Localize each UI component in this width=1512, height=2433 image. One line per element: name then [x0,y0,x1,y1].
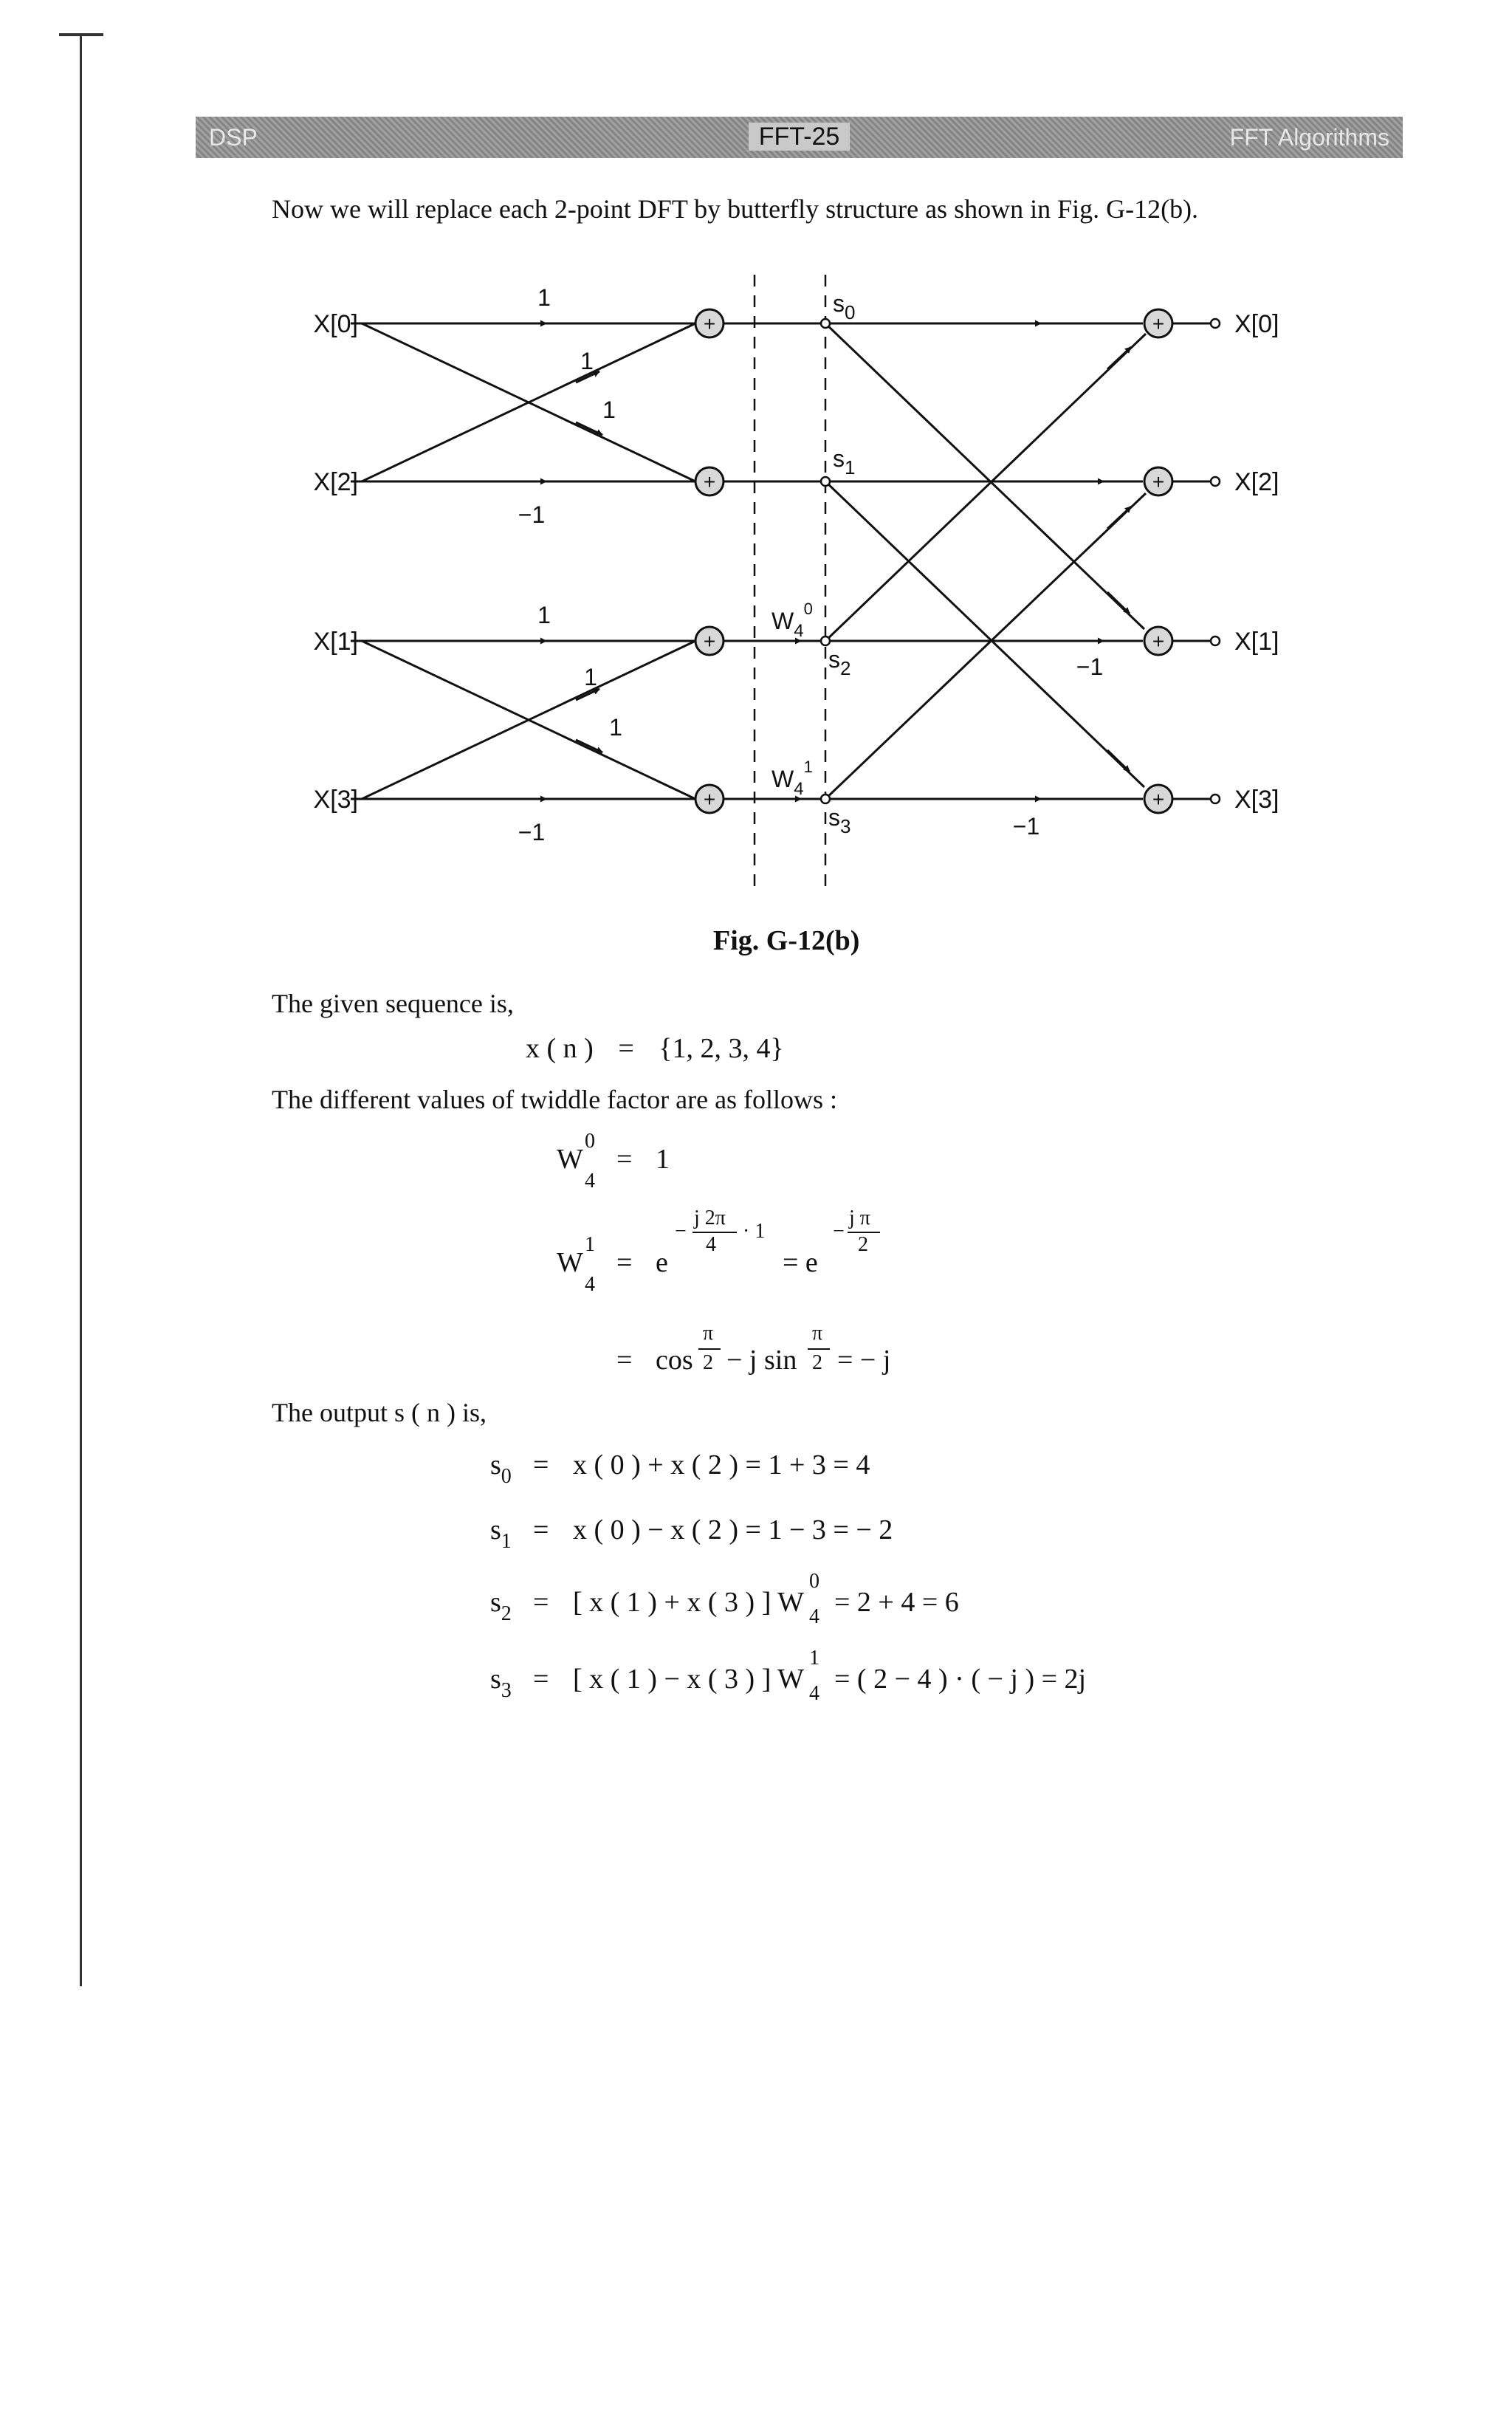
s0-eq: = [533,1449,549,1480]
node-label-s3 [828,804,850,837]
node-label-s1 [833,445,855,478]
intro-text: Now we will replace each 2-point DFT by butterfly structure as shown in Fig. G-12(b). [272,194,1199,224]
given-text: The given sequence is, [272,989,514,1018]
output-text: The output s ( n ) is, [272,1398,487,1427]
header-left: DSP [209,124,258,151]
w1-exp1-num: j 2π [694,1207,726,1229]
s3-wsub: 4 [809,1682,819,1705]
node-sub: 0 [845,301,856,323]
node-sub: 2 [840,657,851,679]
w0-sup: 0 [585,1130,595,1153]
plus-sign: + [1152,788,1165,811]
s1-equation [490,1514,512,1553]
w1-exp2-den: 2 [858,1233,868,1256]
w0-val: 1 [656,1144,670,1175]
s3-equation [490,1663,512,1702]
twiddle-sup: 0 [803,600,813,618]
figure-caption: Fig. G-12(b) [713,925,860,956]
branch-label: −1 [518,819,546,845]
s2-sub: 2 [501,1602,512,1625]
w1-w: W [557,1247,583,1278]
node-s: s [833,445,845,472]
plus-sign: + [703,312,716,335]
s1-sub: 1 [501,1530,512,1553]
input-label-x3: X[3] [313,786,358,814]
s3-s: s [490,1664,501,1695]
w1-sup: 1 [585,1233,595,1256]
node-s: s [828,646,840,673]
s3-sub: 3 [501,1679,512,1702]
node-s: s [828,804,840,831]
s3-sup: 1 [809,1647,819,1670]
header-right: FFT Algorithms [1229,124,1389,151]
w1-eq2: = e [783,1247,818,1278]
branch-label: −1 [518,501,546,528]
plus-sign: + [1152,470,1165,493]
w0-eq: = [616,1144,633,1175]
w1b-pi2: π [812,1322,823,1345]
branch-label: 1 [609,714,622,741]
w1b-den1: 2 [703,1351,713,1374]
s2-sup: 0 [809,1570,819,1593]
seq-eq: = [618,1033,634,1064]
plus-sign: + [1152,312,1165,335]
s2-post: = 2 + 4 = 6 [834,1587,959,1618]
branch-label: −1 [1012,813,1040,840]
twiddle-sub: 4 [794,621,804,641]
s2-s: s [490,1587,501,1618]
s3-pre: [ x ( 1 ) − x ( 3 ) ] W [573,1664,805,1695]
seq-rhs: {1, 2, 3, 4} [659,1033,784,1064]
w1b-mid: − j sin [726,1345,797,1376]
sequence-eq [526,1032,784,1065]
s2-equation [490,1586,512,1625]
twiddle-text: The different values of twiddle factor are as follows : [272,1085,838,1114]
branch-label: 1 [537,602,551,628]
output-label-x1: X[1] [1234,628,1279,656]
output-label-x2: X[2] [1234,468,1279,496]
w0-sub: 4 [585,1170,595,1193]
node-sub: 1 [845,456,856,478]
butterfly-diagram [0,0,1512,930]
s0-s: s [490,1449,501,1480]
w1b-bar1 [698,1348,721,1350]
branch-label: 1 [580,348,594,374]
s2-pre: [ x ( 1 ) + x ( 3 ) ] W [573,1587,805,1618]
w1b-den2: 2 [812,1351,822,1374]
w1-exp1-minus: − [675,1220,687,1243]
w1-e: e [656,1247,668,1278]
node-s: s [833,290,845,317]
s1-expr: x ( 0 ) − x ( 2 ) = 1 − 3 = − 2 [573,1514,893,1545]
w1b-eq: = [616,1345,633,1376]
input-label-x2: X[2] [313,468,358,496]
s1-s: s [490,1514,501,1545]
s0-expr: x ( 0 ) + x ( 2 ) = 1 + 3 = 4 [573,1449,870,1480]
w1-exp2-num: j π [849,1207,870,1229]
s2-wsub: 4 [809,1605,819,1628]
output-label-x3: X[3] [1234,786,1279,814]
twiddle-w40 [772,600,813,641]
s0-equation [490,1449,512,1488]
branch-label: 1 [584,664,597,690]
w1b-tail: = − j [837,1345,891,1376]
input-label-x1: X[1] [313,628,358,656]
s3-eq: = [533,1664,549,1695]
branch-label: 1 [537,284,551,311]
header-center: FFT-25 [749,123,850,151]
node-sub: 3 [840,815,851,837]
plus-sign: + [1152,630,1165,653]
s2-eq: = [533,1587,549,1618]
twiddle-w: W [772,766,794,792]
plus-sign: + [703,630,716,653]
w1b-bar2 [808,1348,830,1350]
twiddle-w: W [772,608,794,634]
w1b-pi1: π [703,1322,714,1345]
branch-label: 1 [602,397,616,423]
twiddle-sup: 1 [803,758,813,776]
w1-eq: = [616,1247,633,1278]
plus-sign: + [703,788,716,811]
w1-exp1-tail: · 1 [743,1220,766,1243]
output-label-x0: X[0] [1234,310,1279,338]
w1b-cos: cos [656,1345,693,1376]
w1-exp2-minus: − [833,1220,845,1243]
node-label-s2 [828,646,850,679]
twiddle-sub: 4 [794,779,804,799]
seq-lhs: x ( n ) [526,1033,594,1064]
plus-sign: + [703,470,716,493]
w0-equation [557,1143,583,1176]
s1-eq: = [533,1514,549,1545]
node-label-s0 [833,290,855,323]
w1-exp1-den: 4 [706,1233,716,1256]
s3-post: = ( 2 − 4 ) · ( − j ) = 2j [834,1664,1087,1695]
w0-w: W [557,1144,583,1175]
branch-label: −1 [1076,653,1104,680]
input-label-x0: X[0] [313,310,358,338]
w1-sub: 4 [585,1273,595,1296]
s0-sub: 0 [501,1465,512,1488]
twiddle-w41 [772,758,813,799]
